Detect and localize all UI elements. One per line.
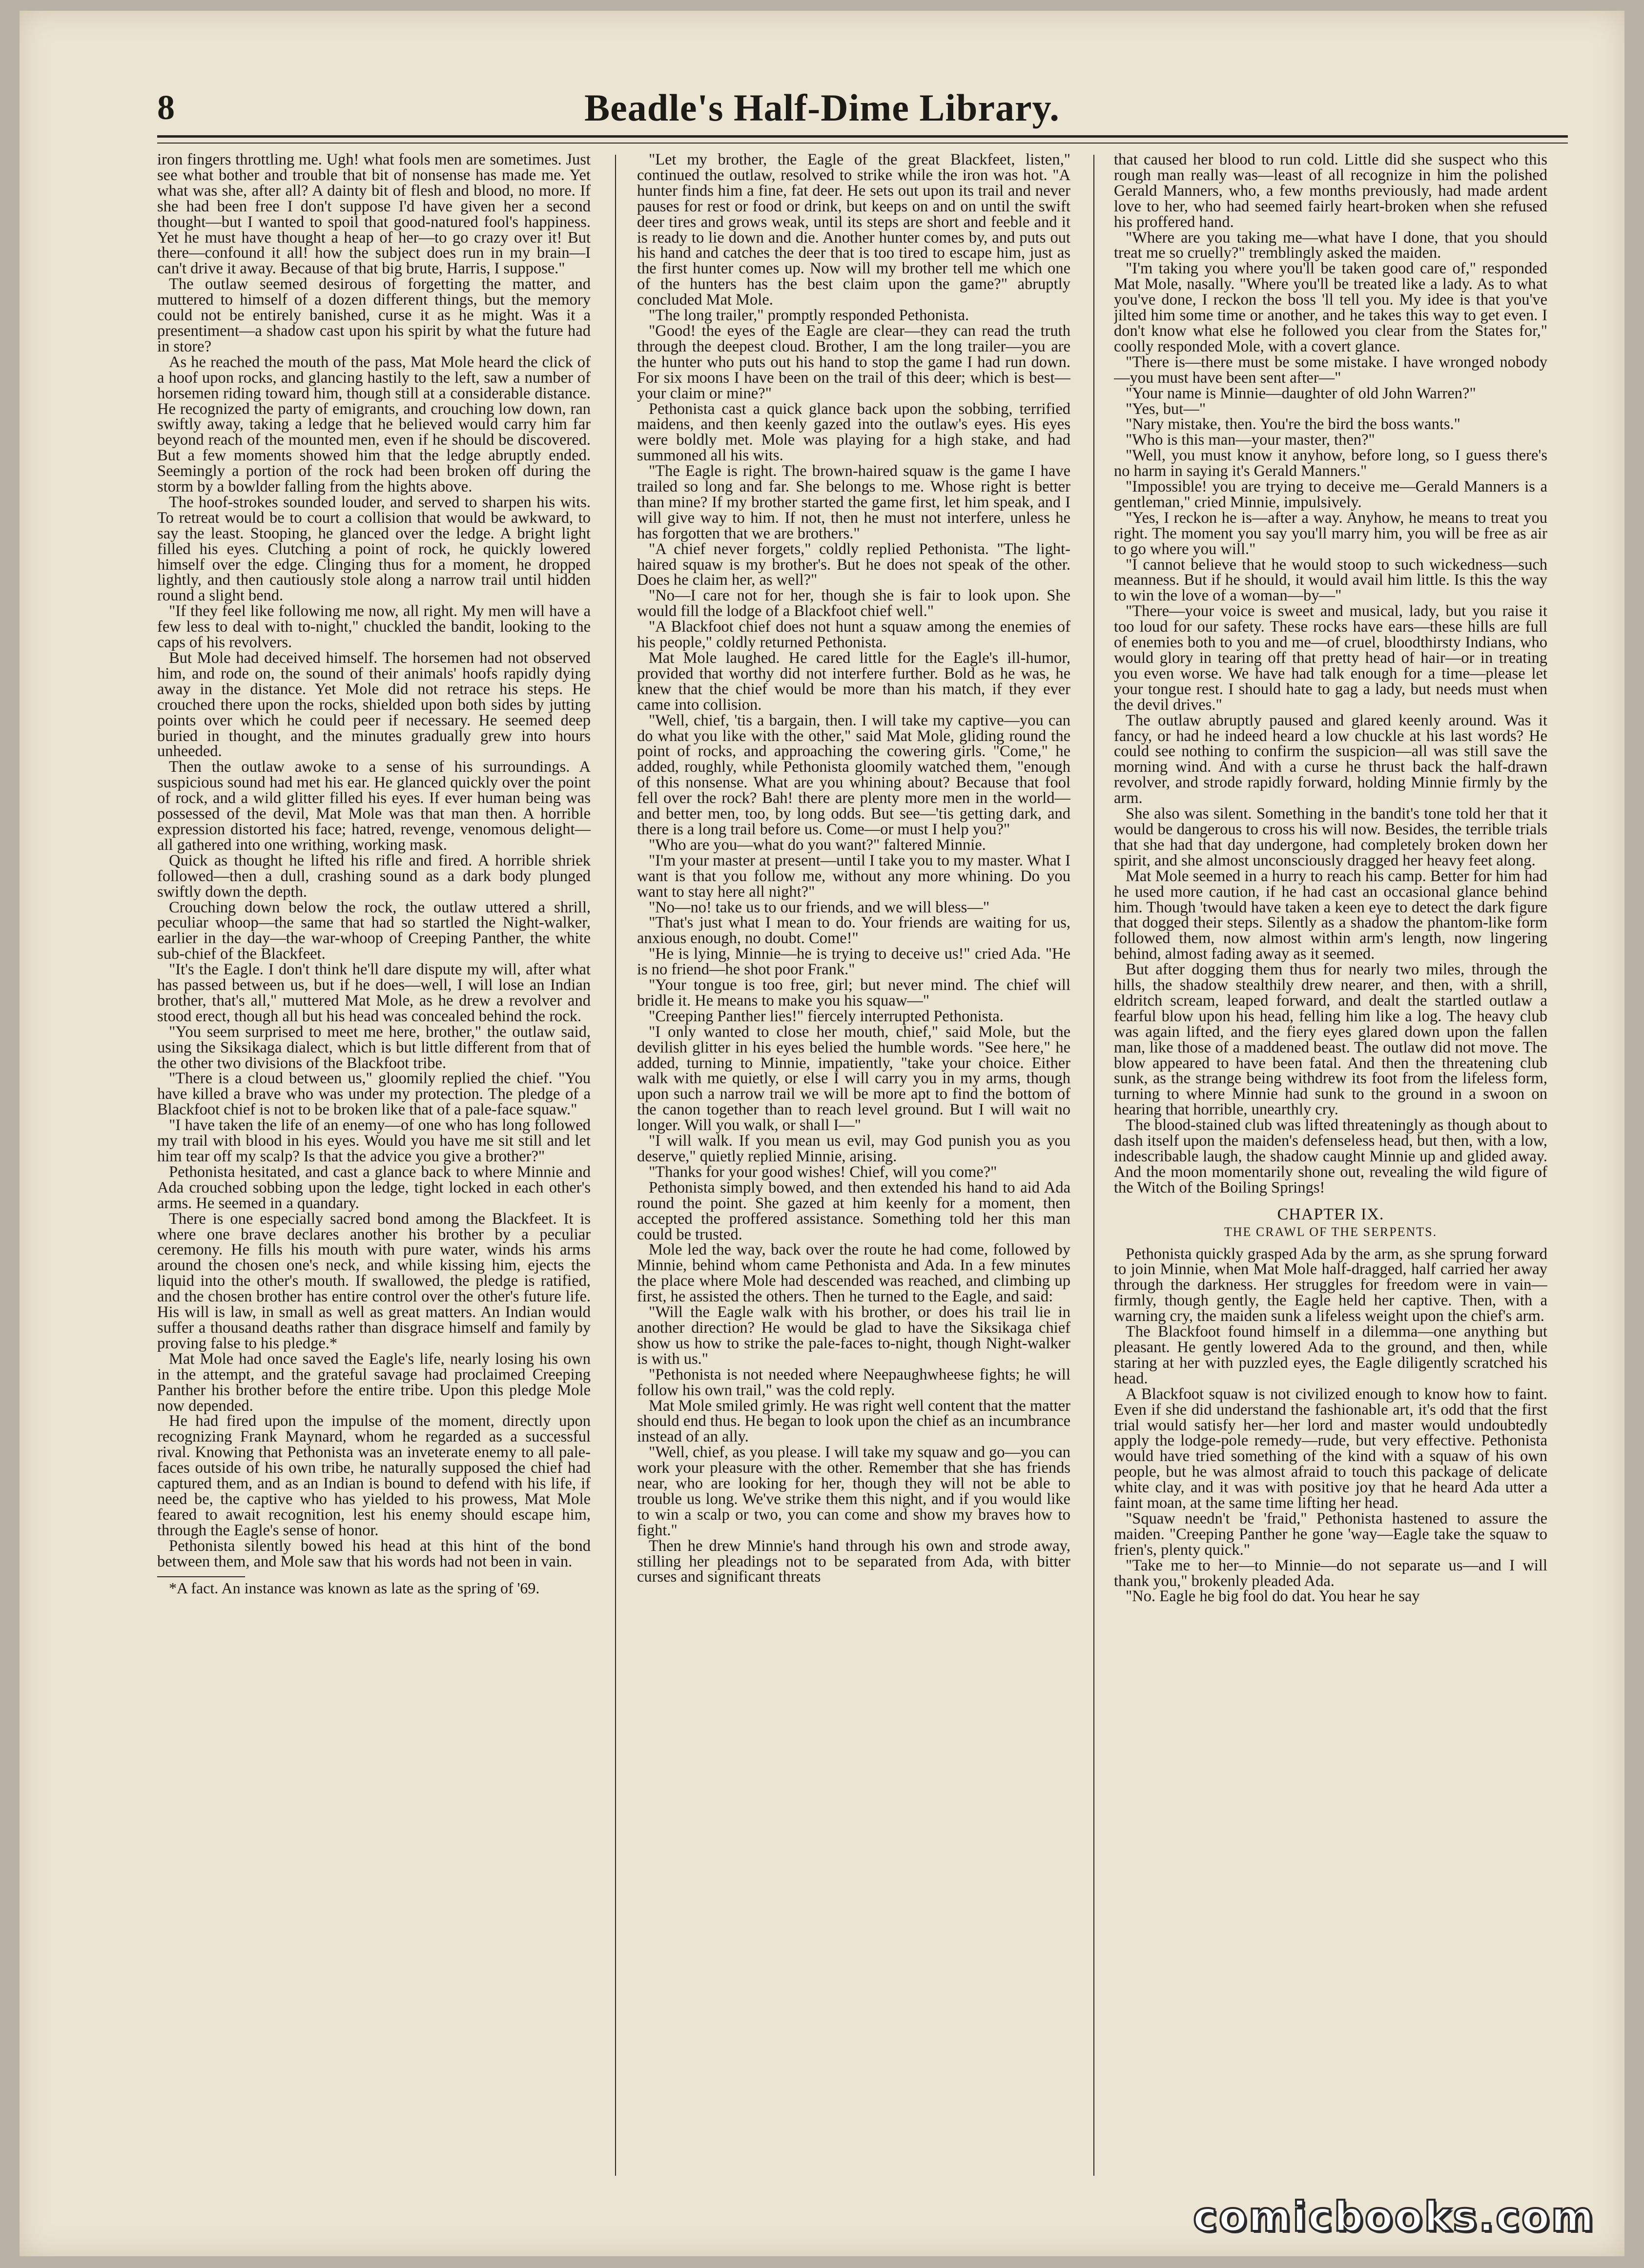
- paragraph: A Blackfoot squaw is not civilized enough to know how to faint. Even if she did understand the fashionable art, it's odd that the first trial would satisfy her—her lord and master would undoubtedly apply the lodge-pole remedy—rude, but very effective. Pethonista would have tried something of the kind with a squaw of his own people, but he was almost afraid to touch this package of delicate white clay, and it was with positive joy that he heard Ada utter a faint moan, at the same time lifting her head.: [1114, 1385, 1547, 1512]
- paragraph: "No—no! take us to our friends, and we will bless—": [649, 898, 990, 916]
- paragraph: "Yes, I reckon he is—after a way. Anyhow, he means to treat you right. The moment you say you'll marry him, you will be free as air to go where you will.": [1114, 509, 1547, 558]
- footnote: *A fact. An instance was known as late as the spring of '69.: [169, 1579, 540, 1597]
- paragraph: Pethonista quickly grasped Ada by the arm, as she sprung forward to join Minnie, when Mat Mole half-dragged, half carried her away through the darkness. Her struggles for freedom were in vain—firmly, though gently, the Eagle held her captive. Then, with a warning cry, the maiden sunk a lifeless weight upon the chief's arm.: [1114, 1245, 1547, 1325]
- paragraph: "Well, chief, 'tis a bargain, then. I will take my captive—you can do what you like with the other," said Mat Mole, gliding round the point of rocks, and approaching the cowering girls. "Come," he added, roughly, while Pethonista gloomily watched them, "enough of this nonsense. What are you whining about? Because that fool fell over the rock? Bah! there are plenty more men in the world—and better men, too, by long odds. But see—'tis getting dark, and there is a long trail before us. Come—or must I help you?": [637, 711, 1070, 838]
- paragraph: Mat Mole seemed in a hurry to reach his camp. Better for him had he used more caution, if he had cast an occasional glance behind him. Though 'twould have taken a keen eye to detect the dark figure that dogged their steps. Silently as a shadow the phantom-like form followed them, now almost within arm's length, now lingering behind, almost fading away as it seemed.: [1114, 867, 1547, 963]
- paragraph: "Nary mistake, then. You're the bird the boss wants.": [1126, 415, 1460, 433]
- paragraph: "Squaw needn't be 'fraid," Pethonista hastened to assure the maiden. "Creeping Panther he gone 'way—Eagle take the squaw to frien's, plenty quick.": [1114, 1509, 1547, 1559]
- footnote-rule: [157, 1576, 245, 1577]
- paragraph: "Pethonista is not needed where Neepaughwheese fights; he will follow his own trail," was the cold reply.: [637, 1365, 1070, 1399]
- paragraph: She also was silent. Something in the bandit's tone told her that it would be dangerous to cross his will now. Besides, the terrible trials that she had that day undergone, had completely broken down her spirit, and she almost unconsciously dragged her heavy feet along.: [1114, 805, 1547, 869]
- paragraph: "That's just what I mean to do. Your friends are waiting for us, anxious enough, no doubt. Come!": [637, 914, 1070, 948]
- newspaper-page: [20, 11, 1624, 2256]
- paragraph: "I'm taking you where you'll be taken good care of," responded Mat Mole, nasally. "Where you'll be treated like a lady. As to what you've done, I reckon the boss 'll tell you. My idee is that you've jilted him some time or another, and he takes this way to get even. I don't know what else he followed you clear from the States for," coolly responded Mole, with a covert glance.: [1114, 260, 1547, 355]
- paragraph: Then the outlaw awoke to a sense of his surroundings. A suspicious sound had met his ear. He glanced quickly over the point of rock, and a wild glitter filled his eyes. If ever human being was possessed of the devil, Mat Mole was that man then. A horrible expression distorted his face; hatred, revenge, venomous delight—all gathered into one writhing, working mask.: [157, 758, 591, 854]
- publication-title: Beadle's Half-Dime Library.: [584, 86, 1060, 129]
- chapter-subtitle: THE CRAWL OF THE SERPENTS.: [1224, 1224, 1438, 1239]
- paragraph: "A Blackfoot chief does not hunt a squaw among the enemies of his people," coldly returned Pethonista.: [637, 618, 1070, 652]
- paragraph: iron fingers throttling me. Ugh! what fools men are sometimes. Just see what bother and trouble that bit of nonsense has made me. Yet what was she, after all? A dainty bit of flesh and blood, no more. If she had been free I don't suppose I'd have given her a second thought—but I wanted to spoil that good-natured fool's happiness. Yet he must have thought a heap of her—to go crazy over it! But there—confound it all! how the subject does run in my brain—I can't drive it away. Because of that big brute, Harris, I suppose.": [157, 152, 591, 278]
- column-1-body: [157, 152, 591, 1596]
- paragraph: "The long trailer," promptly responded Pethonista.: [649, 307, 969, 325]
- text-column-2: [637, 152, 1070, 2178]
- paragraph: The outlaw abruptly paused and glared keenly around. Was it fancy, or had he indeed heard a low chuckle at his last words? He could see nothing to confirm the suspicion—all was still save the morning wind. And with a curse he thrust back the half-drawn revolver, and strode rapidly forward, holding Minnie firmly by the arm.: [1114, 711, 1547, 807]
- paragraph: "Creeping Panther lies!" fiercely interrupted Pethonista.: [649, 1007, 1004, 1025]
- header-rule-thin: [157, 143, 1568, 144]
- paragraph: Quick as thought he lifted his rifle and fired. A horrible shriek followed—then a dull, crashing sound as a dark body plunged swiftly down the depth.: [157, 851, 591, 901]
- chapter-heading: CHAPTER IX.: [1277, 1205, 1384, 1223]
- paragraph: "Take me to her—to Minnie—do not separate us—and I will thank you," brokenly pleaded Ada.: [1114, 1556, 1547, 1590]
- paragraph: "If they feel like following me now, all right. My men will have a few less to deal with to-night," chuckled the bandit, looking to the caps of his revolvers.: [157, 602, 591, 652]
- paragraph: "Where are you taking me—what have I done, that you should treat me so cruelly?" tremblingly asked the maiden.: [1114, 228, 1547, 262]
- paragraph: "Good! the eyes of the Eagle are clear—they can read the truth through the deepest cloud. Brother, I am the long trailer—you are the hunter who puts out his hand to stop the game I had run down. For six moons I have been on the trail of this deer; which is best—your claim or mine?": [637, 322, 1070, 402]
- paragraph: The outlaw seemed desirous of forgetting the matter, and muttered to himself of a dozen different things, but the memory could not be entirely banished, curse it as he might. Was it a presentiment—a shadow cast upon his spirit by what the future had in store?: [157, 275, 591, 355]
- paragraph: "Who is this man—your master, then?": [1126, 431, 1375, 449]
- paragraph: "I'm your master at present—until I take you to my master. What I want is that you follow me, without any more whining. Do you want to stay here all night?": [637, 851, 1070, 901]
- paragraph: Mat Mole laughed. He cared little for the Eagle's ill-humor, provided that worthy did not interfere further. Bold as he was, he knew that the chief would be more than his match, if they ever came into collision.: [637, 649, 1070, 714]
- paragraph: "You seem surprised to meet me here, brother," the outlaw said, using the Siksikaga dialect, which is but little different from that of the other two divisions of the Blackfoot tribe.: [157, 1023, 591, 1072]
- paragraph: "There is a cloud between us," gloomily replied the chief. "You have killed a brave who was under my protection. The pledge of a Blackfoot chief is not to be broken like that of a pale-face squaw.": [157, 1070, 591, 1119]
- header-rule: [157, 135, 1568, 138]
- paragraph: "I cannot believe that he would stoop to such wickedness—such meanness. But if he should, it would avail him little. Is this the way to win the love of a woman—by—": [1114, 556, 1547, 605]
- paragraph: Pethonista silently bowed his head at this hint of the bond between them, and Mole saw that his words had not been in vain.: [157, 1537, 591, 1570]
- paragraph: "A chief never forgets," coldly replied Pethonista. "The light-haired squaw is my brother's. But he does not speak of the other. Does he claim her, as well?": [637, 540, 1070, 589]
- text-column-3: [1114, 152, 1547, 2178]
- paragraph: "I will walk. If you mean us evil, may God punish you as you deserve," quietly replied Minnie, arising.: [637, 1132, 1070, 1165]
- paragraph: As he reached the mouth of the pass, Mat Mole heard the click of a hoof upon rocks, and glancing hastily to the left, saw a number of horsemen riding toward him, though still at a considerable distance. He recognized the party of emigrants, and crouching low down, ran swiftly away, taking a ledge that he believed would carry him far beyond reach of the mounted men, even if he should be discovered. But a few moments showed him that the ledge abruptly ended. Seemingly a portion of the rock had been broken off during the storm by a bowlder falling from the hights above.: [157, 353, 591, 496]
- paragraph: Pethonista hesitated, and cast a glance back to where Minnie and Ada crouched sobbing upon the ledge, tight locked in each other's arms. He seemed in a quandary.: [157, 1163, 591, 1212]
- page-number: 8: [157, 88, 175, 127]
- paragraph: "Impossible! you are trying to deceive me—Gerald Manners is a gentleman," cried Minnie, impulsively.: [1114, 478, 1547, 511]
- paragraph: Mat Mole smiled grimly. He was right well content that the matter should end thus. He began to look upon the chief as an incumbrance instead of an ally.: [637, 1397, 1070, 1446]
- paragraph: "Who are you—what do you want?" faltered Minnie.: [649, 836, 986, 854]
- paragraph: But Mole had deceived himself. The horsemen had not observed him, and rode on, the sound of their animals' hoofs rapidly dying away in the distance. Yet Mole did not retrace his steps. He crouched there upon the rocks, shielded upon both sides by jutting points over which he could peer if necessary. He seemed deep buried in thought, and the minutes gradually grew into hours unheeded.: [157, 649, 591, 761]
- watermark: comicbooks.com: [1193, 2193, 1595, 2241]
- paragraph: "Your name is Minnie—daughter of old John Warren?": [1126, 384, 1476, 402]
- paragraph: He had fired upon the impulse of the moment, directly upon recognizing Frank Maynard, whom he regarded as a successful rival. Knowing that Pethonista was an inveterate enemy to all pale-faces outside of his own tribe, he naturally supposed the chief had captured them, and as an Indian is bound to defend with his life, if need be, the captive who has yielded to his prowess, Mat Mole feared to await recognition, lest his enemy should escape him, through the Eagle's sense of honor.: [157, 1412, 591, 1539]
- paragraph: "He is lying, Minnie—he is trying to deceive us!" cried Ada. "He is no friend—he shot poor Frank.": [637, 945, 1070, 979]
- paragraph: "Well, you must know it anyhow, before long, so I guess there's no harm in saying it's Gerald Manners.": [1114, 447, 1547, 480]
- column-divider: [615, 155, 616, 2176]
- paragraph: "No. Eagle he big fool do dat. You hear he say: [1126, 1588, 1420, 1606]
- paragraph: The hoof-strokes sounded louder, and served to sharpen his wits. To retreat would be to court a collision that would be awkward, to say the least. Stooping, he glanced over the ledge. A bright light filled his eyes. Clutching a point of rock, he quickly lowered himself over the edge. Clinging thus for a moment, he dropped lightly, and then cautiously stole along a narrow trail until hidden round a slight bend.: [157, 493, 591, 605]
- paragraph: "Thanks for your good wishes! Chief, will you come?": [649, 1163, 997, 1181]
- paragraph: "I only wanted to close her mouth, chief," said Mole, but the devilish glitter in his eyes belied the humble words. "See here," he added, turning to Minnie, impatiently, "take your choice. Either walk with me quietly, or else I will carry you in my arms, though upon such a narrow trail we will be more apt to find the bottom of the canon together than to reach level ground. But I will wait no longer. Will you walk, or shall I—": [637, 1023, 1070, 1134]
- paragraph: Then he drew Minnie's hand through his own and strode away, stilling her pleadings not to be separated from Ada, with bitter curses and significant threats: [637, 1537, 1070, 1586]
- paragraph: "Let my brother, the Eagle of the great Blackfeet, listen," continued the outlaw, resolved to strike while the iron was hot. "A hunter finds him a fine, fat deer. He sets out upon its trail and never pauses for rest or food or drink, but keeps on and on until the swift deer tires and grows weak, until its steps are short and feeble and it is ready to lie down and die. Another hunter comes by, and puts out his hand and catches the deer that is too tired to escape him, just as the first hunter comes up. Now will my brother tell me which one of the hunters has the best claim upon the game?" abruptly concluded Mat Mole.: [637, 152, 1070, 309]
- paragraph: But after dogging them thus for nearly two miles, through the hills, the shadow stealthily drew nearer, and then, with a shrill, eldritch scream, leaped forward, and dealt the startled outlaw a fearful blow upon his head, felling him like a log. The heavy club was again lifted, and the fiery eyes glared down upon the fallen man, like those of a maddened beast. The outlaw did not move. The blow appeared to have been fatal. And then the threatening club sunk, as the strange being withdrew its foot from the lifeless form, turning to where Minnie had sunk to the ground in a swoon on hearing that horrible, unearthly cry.: [1114, 961, 1547, 1119]
- paragraph: "Well, chief, as you please. I will take my squaw and go—you can work your pleasure with the other. Remember that she has friends near, who are looking for her, though they will not be able to trouble us long. We've strike them this night, and if you would like to win a scalp or two, you can come and show my braves how to fight.": [637, 1443, 1070, 1539]
- paragraph: that caused her blood to run cold. Little did she suspect who this rough man really was—least of all recognize in him the polished Gerald Manners, who, a few months previously, had made ardent love to her, who had seemed fairly heart-broken when she refused his proffered hand.: [1114, 152, 1547, 231]
- paragraph: Mole led the way, back over the route he had come, followed by Minnie, behind whom came Pethonista and Ada. In a few minutes the place where Mole had descended was reached, and climbing up first, he assisted the others. Then he turned to the Eagle, and said:: [637, 1241, 1070, 1306]
- paragraph: "The Eagle is right. The brown-haired squaw is the game I have trailed so long and far. She belongs to me. Whose right is better than mine? If my brother started the game first, let him speak, and I will give way to him. If not, then he must not interfere, unless he has forgotten that we are brothers.": [637, 462, 1070, 542]
- paragraph: The Blackfoot found himself in a dilemma—one anything but pleasant. He gently lowered Ada to the ground, and then, while staring at her with puzzled eyes, the Eagle diligently scratched his head.: [1114, 1323, 1547, 1387]
- paragraph: There is one especially sacred bond among the Blackfeet. It is where one brave declares another his brother by a peculiar ceremony. He fills his mouth with pure water, winds his arms around the chosen one's neck, and while kissing him, ejects the liquid into the other's mouth. If swallowed, the pledge is ratified, and the chosen brother has entire control over the other's future life. His will is law, in small as well as great matters. An Indian would suffer a thousand deaths rather than disgrace himself and family by proving false to his pledge.*: [157, 1210, 591, 1352]
- text-column-1: [157, 152, 591, 2178]
- paragraph: "There is—there must be some mistake. I have wronged nobody—you must have been sent after—": [1114, 353, 1547, 387]
- paragraph: Crouching down below the rock, the outlaw uttered a shrill, peculiar whoop—the same that had so startled the Night-walker, earlier in the day—the war-whoop of Creeping Panther, the white sub-chief of the Blackfeet.: [157, 898, 591, 963]
- paragraph: Pethonista simply bowed, and then extended his hand to aid Ada round the point. She gazed at him keenly for a moment, then accepted the proffered assistance. Something told her this man could be trusted.: [637, 1178, 1070, 1243]
- paragraph: "No—I care not for her, though she is fair to look upon. She would fill the lodge of a Blackfoot chief well.": [637, 587, 1070, 620]
- paragraph: "Yes, but—": [1126, 400, 1206, 418]
- paragraph: Pethonista cast a quick glance back upon the sobbing, terrified maidens, and then keenly gazed into the outlaw's eyes. His eyes were boldly met. Mole was playing for a high stake, and had summoned all his wits.: [637, 400, 1070, 465]
- paragraph: Mat Mole had once saved the Eagle's life, nearly losing his own in the attempt, and the grateful savage had proclaimed Creeping Panther his brother before the entire tribe. Upon this pledge Mole now depended.: [157, 1350, 591, 1415]
- column-divider: [1093, 155, 1094, 2176]
- paragraph: "There—your voice is sweet and musical, lady, but you raise it too loud for our safety. These rocks have ears—these hills are full of enemies both to you and me—of cruel, bloodthirsty Indians, who would glory in tearing off that pretty head of hair—or in treating you even worse. We have had talk enough for a time—please let your tongue rest. I should hate to gag a lady, but needs must when the devil drives.": [1114, 602, 1547, 714]
- paragraph: "Your tongue is too free, girl; but never mind. The chief will bridle it. He means to make you his squaw—": [637, 976, 1070, 1010]
- paragraph: "Will the Eagle walk with his brother, or does his trail lie in another direction? He would be glad to have the Siksikaga chief show us how to strike the pale-faces to-night, though Night-walker is with us.": [637, 1303, 1070, 1368]
- paragraph: "I have taken the life of an enemy—of one who has long followed my trail with blood in his eyes. Would you have me sit still and let him tear off my scalp? Is that the advice you give a brother?": [157, 1116, 591, 1165]
- paragraph: "It's the Eagle. I don't think he'll dare dispute my will, after what has passed between us, but if he does—well, I will lose an Indian brother, that's all," muttered Mat Mole, as he drew a revolver and stood erect, though all but his head was concealed behind the rock.: [157, 961, 591, 1025]
- paragraph: The blood-stained club was lifted threateningly as though about to dash itself upon the maiden's defenseless head, but then, with a low, indescribable laugh, the shadow caught Minnie up and glided away. And the moon momentarily shone out, revealing the wild figure of the Witch of the Boiling Springs!: [1114, 1116, 1547, 1196]
